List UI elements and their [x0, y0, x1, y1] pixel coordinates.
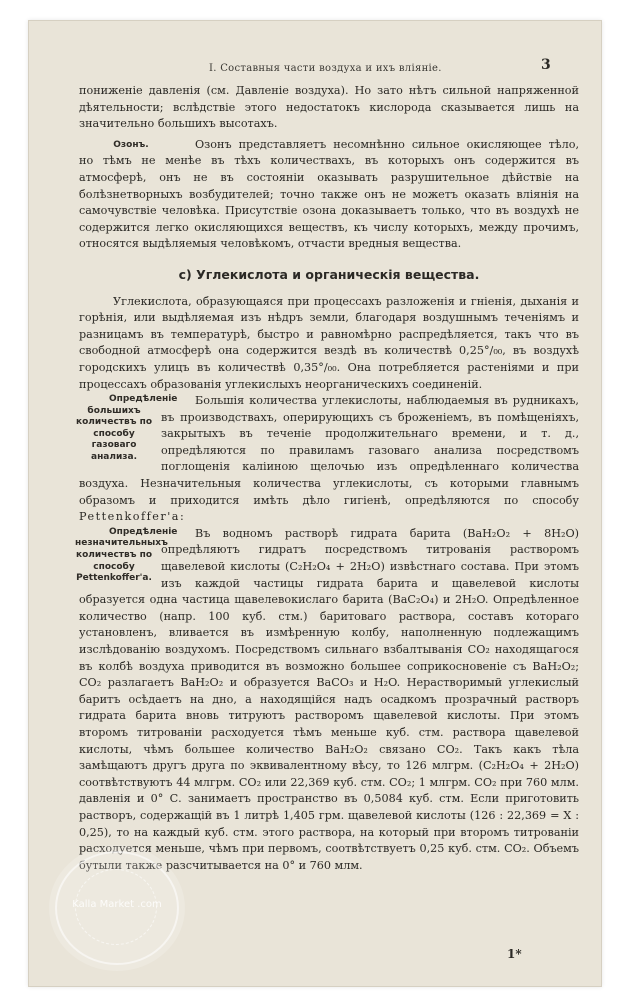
- watermark-stamp: [55, 851, 179, 965]
- margin-note-pettenkoffer: Опредѣленіе незначительныхъ количествъ по способу Pettenkoffer'a.: [75, 526, 178, 584]
- paragraph-ozone: [79, 137, 579, 253]
- document-page: [28, 20, 602, 987]
- running-title: I. Составныя части воздуха и ихъ вліяніе.: [209, 63, 442, 74]
- section-heading-carbonic-acid: c) Углекислота и органическія вещества.: [178, 266, 480, 282]
- paragraph-pettenkoffer-text: Въ водномъ растворѣ гидрата барита (BaH₂O₂ + 8H₂O) опредѣляютъ гидратъ посредствомъ титрованія растворомъ щавелевой кислоты (C₂H₂O₄ + 2H₂O) извѣстнаго состава. При этомъ изъ каждой частицы гидрата барита и щавелевой кислоты образуется одна частица щавелевокислаго барита (BaC₂O₄) и 2H₂O. Опредѣленное количество (напр. 100 куб. стм.) баритоваго раствора, составъ котораго установленъ, вливается въ измѣренную колбу, наполненную подлежащимъ изслѣдованію воздухомъ. Посредствомъ сильнаго взбалтыванія CO₂ находящагося въ колбѣ воздуха приводится въ возможно большее соприкосновеніе съ BaH₂O₂; CO₂ разлагаетъ BaH₂O₂ и образуется BaCO₃ и H₂O. Нерастворимый углекислый баритъ осѣдаетъ на дно, а находящійся надъ осадкомъ прозрачный растворъ гидрата барита вновь титруютъ растворомъ щавелевой кислоты. При этомъ второмъ титрованіи расходуется тѣмъ меньше куб. стм. раствора щавелевой кислоты, чѣмъ большее количество BaH₂O₂ связано CO₂. Такъ какъ тѣла замѣщаютъ другъ друга по эквивалентному вѣсу, то 126 млгрм. (C₂H₂O₄ + 2H₂O) соотвѣтствуютъ 44 млгрм. CO₂ или 22,369 куб. стм. CO₂; 1 млгрм. CO₂ при 760 млм. давленія и 0° С. занимаетъ пространство въ 0,5084 куб. стм. Если приготовить растворъ, содержащій въ 1 литрѣ 1,405 грм. щавелевой кислоты (126 : 22,369 = X : 0,25), то на каждый куб. стм. этого раствора, на который при второмъ титрованіи расходуется меньше, чѣмъ при первомъ, соотвѣтствуетъ 0,25 куб. стм. CO₂. Объемъ бутыли также разсчитывается на 0° и 760 млм.: [79, 526, 579, 872]
- signature-mark: 1*: [507, 947, 522, 961]
- page-number: 3: [541, 57, 552, 73]
- margin-note-ozone: Озонъ.: [113, 139, 149, 150]
- paragraph-gas-analysis-text: Большія количества углекислоты, наблюдаемыя въ рудникахъ, въ производствахъ, оперирующихъ съ броженіемъ, въ помѣщеніяхъ, закрытыхъ въ теченіе продолжительнаго времени, и т. д., опредѣляются по правиламъ газоваго анализа посредствомъ поглощенія каліиною щелочью изъ опредѣленнаго количества воздуха. Незначительныя количества углекислоты, съ которыми главнымъ образомъ и приходится имѣть дѣло гигіенѣ, опредѣляются по способу: [79, 394, 579, 507]
- pettenkoffer-name: Pettenkoffer'a:: [79, 510, 186, 524]
- paragraph-pressure: пониженіе давленія (см. Давленіе воздуха). Но зато нѣтъ сильной напряженной дѣятельности; вслѣдствіе этого недостатокъ кислорода сказывается лишь на значительно большихъ высотахъ.: [79, 84, 579, 131]
- paragraph-pettenkoffer-method: [75, 526, 579, 874]
- watermark-text: Kalla Market .com: [72, 899, 162, 910]
- paragraph-carbonic-acid: Углекислота, образующаяся при процессахъ разложенія и гніенія, дыханія и горѣнія, или выдѣляемая изъ нѣдръ земли, благодаря воздушнымъ теченіямъ и разницамъ въ температурѣ, быстро и равномѣрно распредѣляется, такъ что въ свободной атмосферѣ она содержится вездѣ въ количествѣ 0,25°/₀₀, въ воздухѣ городскихъ улицъ въ количествѣ 0,35°/₀₀. Она потребляется растеніями и при процессахъ образованія углекислыхъ неорганическихъ соединеній.: [79, 294, 579, 391]
- page-body: [75, 83, 579, 874]
- margin-note-gas-analysis: Опредѣленіе большихъ количествъ по способу газоваго анализа.: [75, 394, 178, 463]
- paragraph-gas-analysis: [75, 393, 579, 526]
- paragraph-ozone-text: Озонъ представляетъ несомнѣнно сильное окисляющее тѣло, но тѣмъ не менѣе въ тѣхъ количествахъ, въ которыхъ онъ содержится въ атмосферѣ, онъ не въ состояніи оказывать разрушительное дѣйствіе на болѣзнетворныхъ возбудителей; точно также онъ не можетъ оказать вліянія на самочувствіе человѣка. Присутствіе озона доказываетъ только, что въ воздухѣ не содержится легко окисляющихся веществъ, къ числу которыхъ, между прочимъ, относятся выдѣляемыя человѣкомъ, отчасти вредныя вещества.: [79, 137, 579, 251]
